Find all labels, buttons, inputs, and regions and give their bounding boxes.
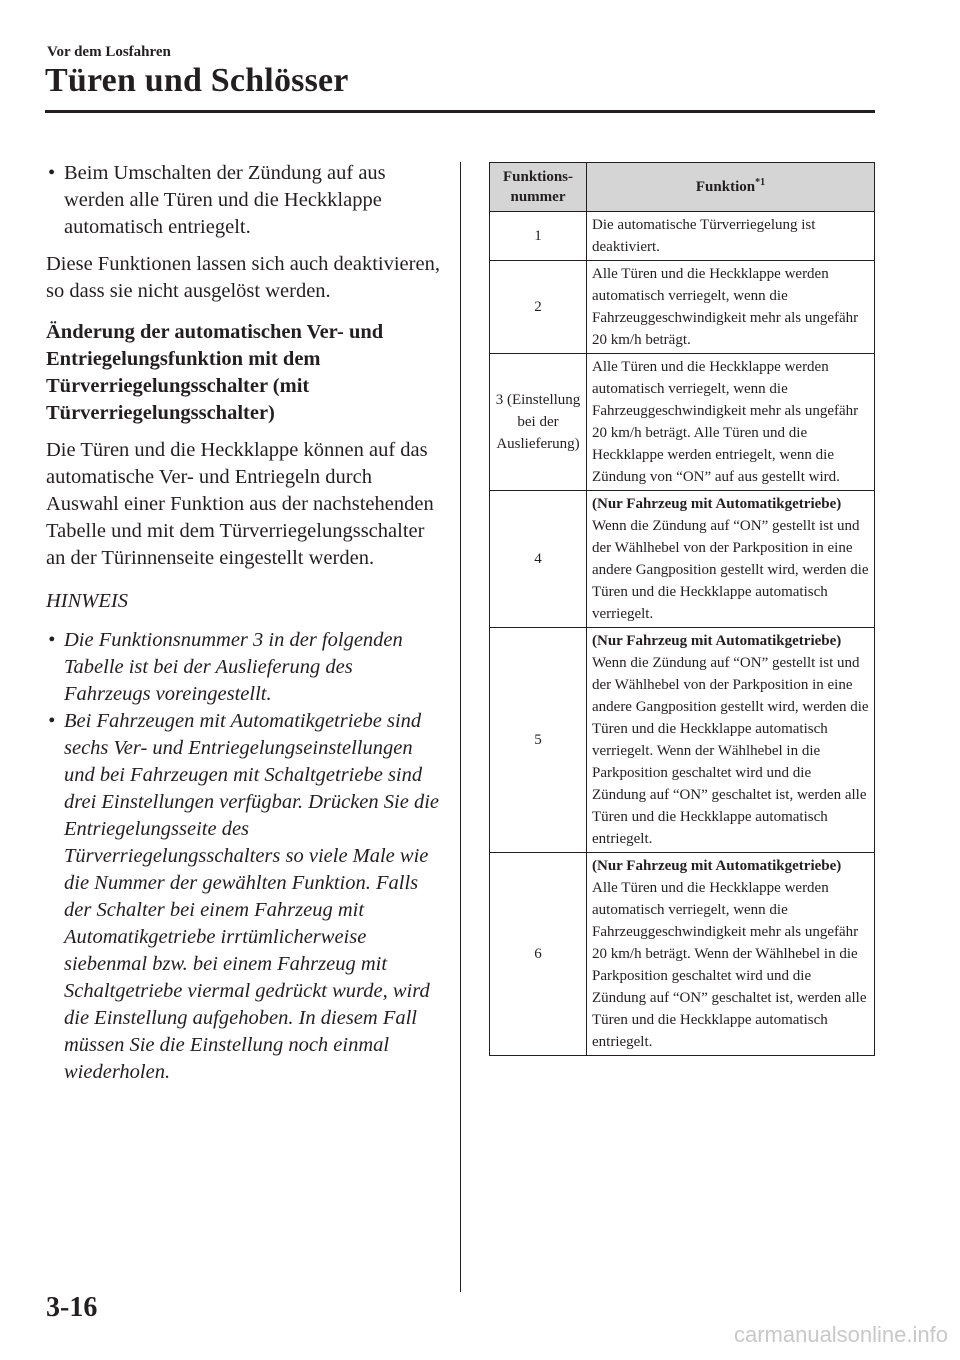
function-condition: (Nur Fahrzeug mit Automatikgetriebe) bbox=[592, 496, 842, 512]
function-number: 1 bbox=[490, 212, 587, 261]
paragraph-deactivate: Diese Funktionen lassen sich auch deaktivieren, so dass sie nicht ausgelöst werden. bbox=[46, 253, 440, 302]
note-list bbox=[46, 627, 441, 1086]
section-label: Vor dem Losfahren bbox=[47, 44, 171, 60]
function-description bbox=[587, 354, 875, 491]
column-divider bbox=[460, 162, 461, 1292]
intro-bullet-text: Beim Umschalten der Zündung auf aus werden alle Türen und die Heckklappe automatisch entriegelt. bbox=[64, 162, 386, 238]
function-text: Alle Türen und die Heckklappe werden automatisch verriegelt, wenn die Fahrzeuggeschwindigkeit mehr als ungefähr 20 km/h beträgt. Wenn der Wählhebel in die Parkposition geschaltet wird und die Zündung auf “ON” geschaltet ist, werden alle Türen und die Heckklappe automatisch entriegelt. bbox=[592, 880, 867, 1050]
header-function-number: Funktions- nummer bbox=[490, 163, 587, 212]
function-condition: (Nur Fahrzeug mit Automatikgetriebe) bbox=[592, 633, 842, 649]
table-header-row bbox=[490, 163, 875, 212]
section-heading: Änderung der automatischen Ver- und Entriegelungsfunktion mit dem Türverriegelungsschalter (mit Türverriegelungsschalter) bbox=[46, 321, 384, 424]
function-text: Alle Türen und die Heckklappe werden automatisch verriegelt, wenn die Fahrzeuggeschwindigkeit mehr als ungefähr 20 km/h beträgt. bbox=[592, 266, 859, 348]
function-number: 6 bbox=[490, 853, 587, 1056]
table-row bbox=[490, 853, 875, 1056]
function-description bbox=[587, 491, 875, 628]
function-condition: (Nur Fahrzeug mit Automatikgetriebe) bbox=[592, 858, 842, 874]
header-function bbox=[587, 163, 875, 212]
function-text: Wenn die Zündung auf “ON” gestellt ist und der Wählhebel von der Parkposition in eine andere Gangposition gestellt wird, werden die Türen und die Heckklappe automatisch verriegelt. Wenn der Wählhebel in die Parkposition geschaltet wird und die Zündung auf “ON” geschaltet ist, werden alle Türen und die Heckklappe automatisch entriegelt. bbox=[592, 655, 869, 847]
function-description bbox=[587, 212, 875, 261]
function-number: 4 bbox=[490, 491, 587, 628]
note-item bbox=[46, 627, 441, 708]
table-row bbox=[490, 212, 875, 261]
note-item-text: Bei Fahrzeugen mit Automatikgetriebe sind sechs Ver- und Entriegelungseinstellungen und bei Fahrzeugen mit Schaltgetriebe sind drei Einstellungen verfügbar. Drücken Sie die Entriegelungsseite des Türverriegelungsschalters so viele Male wie die Nummer der gewählten Funktion. Falls der Schalter bei einem Fahrzeug mit Automatikgetriebe irrtümlicherweise siebenmal bzw. bei einem Fahrzeug mit Schaltgetriebe viermal gedrückt wurde, wird die Einstellung aufgehoben. In diesem Fall müssen Sie die Einstellung noch einmal wiederholen. bbox=[64, 710, 439, 1083]
title-rule bbox=[45, 110, 875, 113]
function-number: 3 (Einstellung bei der Auslieferung) bbox=[490, 354, 587, 491]
function-number: 5 bbox=[490, 628, 587, 853]
function-number: 2 bbox=[490, 261, 587, 354]
table-row bbox=[490, 628, 875, 853]
header-function-label: Funktion bbox=[695, 179, 756, 195]
intro-bullet bbox=[46, 160, 441, 241]
page-title: Türen und Schlösser bbox=[45, 62, 349, 99]
bullet-dot-icon: • bbox=[48, 629, 56, 651]
function-text: Wenn die Zündung auf “ON” gestellt ist und der Wählhebel von der Parkposition in eine andere Gangposition gestellt wird, werden die Türen und die Heckklappe automatisch verriegelt. bbox=[592, 518, 869, 622]
page-number: 3-16 bbox=[46, 1292, 98, 1323]
function-table bbox=[489, 162, 875, 1056]
function-description bbox=[587, 853, 875, 1056]
note-item bbox=[46, 708, 441, 1086]
bullet-dot-icon: • bbox=[48, 710, 56, 732]
footnote-marker: *1 bbox=[755, 177, 766, 188]
table-row bbox=[490, 354, 875, 491]
left-column bbox=[46, 160, 441, 1086]
function-text: Die automatische Türverriegelung ist deaktiviert. bbox=[592, 217, 816, 255]
paragraph-setting: Die Türen und die Heckklappe können auf das automatische Ver- und Entriegeln durch Auswahl einer Funktion aus der nachstehenden Tabelle und mit dem Türverriegelungsschalter an der Türinnenseite eingestellt werden. bbox=[46, 439, 434, 569]
function-description bbox=[587, 261, 875, 354]
note-title: HINWEIS bbox=[46, 590, 128, 612]
function-text: Alle Türen und die Heckklappe werden automatisch verriegelt, wenn die Fahrzeuggeschwindigkeit mehr als ungefähr 20 km/h beträgt. Alle Türen und die Heckklappe werden entriegelt, wenn die Zündung von “ON” auf aus gestellt wird. bbox=[592, 359, 859, 485]
watermark: carmanualsonline.info bbox=[733, 1322, 948, 1347]
note-item-text: Die Funktionsnummer 3 in der folgenden Tabelle ist bei der Auslieferung des Fahrzeugs voreingestellt. bbox=[64, 629, 403, 705]
table-row bbox=[490, 491, 875, 628]
function-description bbox=[587, 628, 875, 853]
bullet-dot-icon: • bbox=[48, 162, 56, 184]
table-row bbox=[490, 261, 875, 354]
